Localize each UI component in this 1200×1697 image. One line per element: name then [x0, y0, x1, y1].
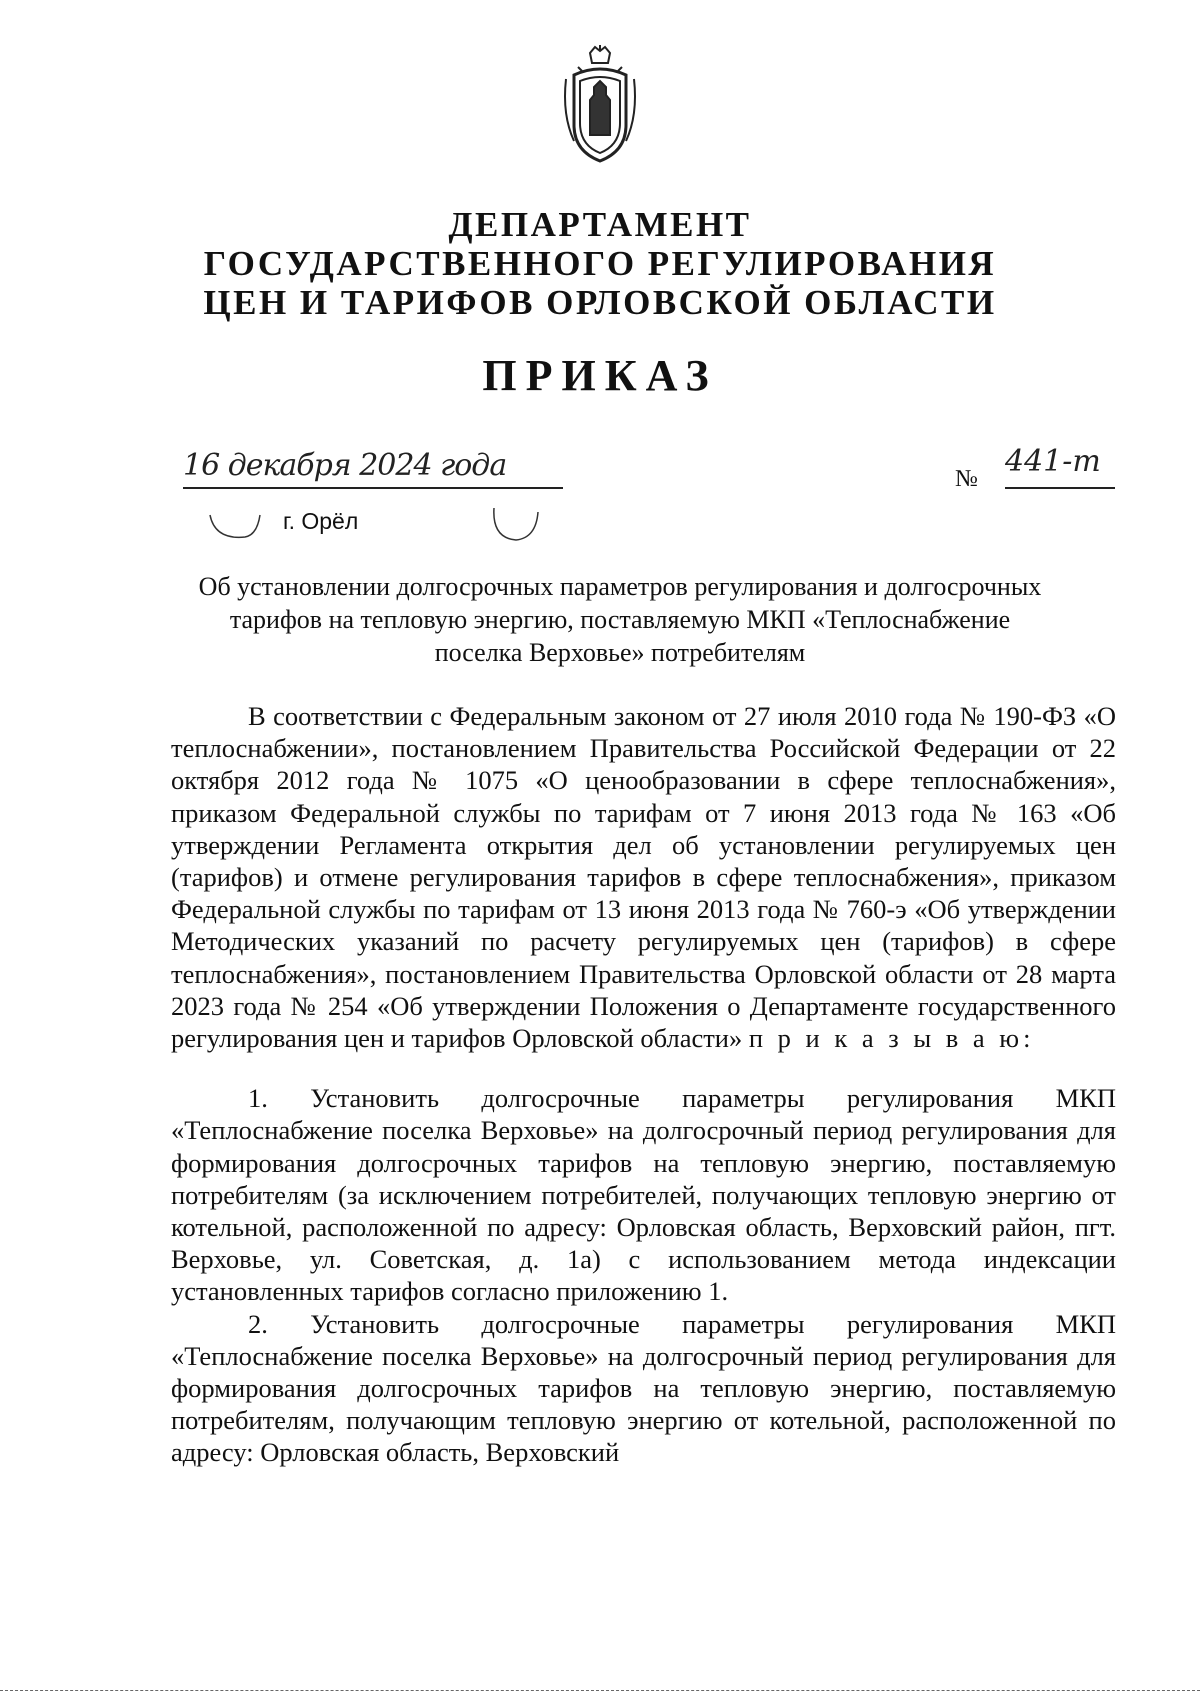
document-type-title: ПРИКАЗ	[482, 351, 718, 400]
bracket-mark-right	[488, 500, 543, 545]
coat-of-arms-emblem	[560, 45, 640, 165]
dept-line-2: ГОСУДАРСТВЕННОГО РЕГУЛИРОВАНИЯ	[203, 244, 997, 283]
order-word: п р и к а з ы в а ю:	[748, 1023, 1035, 1054]
subject-line-3: поселка Верховье» потребителям	[434, 638, 806, 667]
number-sign: №	[955, 466, 978, 492]
subject-line-1: Об установлении долгосрочных параметров регулирования и долгосрочных	[198, 572, 1042, 601]
dept-line-3: ЦЕН И ТАРИФОВ ОРЛОВСКОЙ ОБЛАСТИ	[203, 283, 997, 322]
number-underline	[1005, 487, 1115, 489]
city-label: г. Орёл	[283, 508, 359, 534]
preamble-paragraph	[171, 700, 1116, 1054]
bracket-mark-left	[205, 505, 265, 545]
preamble-text: В соответствии с Федеральным законом от 27 июля 2010 года № 190-ФЗ «О теплоснабжении», постановлением Правительства Российской Федерации от 22 октября 2012 года № 1075 «О ценообразовании в сфере теплоснабжения», приказом Федеральной службы по тарифам от 7 июня 2013 года № 163 «Об утверждении Регламента открытия дел об установлении регулируемых цен (тарифов) и отмене регулирования тарифов в сфере теплоснабжения», приказом Федеральной службы по тарифам от 13 июня 2013 года № 760-э «Об утверждении Методических указаний по расчету регулируемых цен (тарифов) в сфере теплоснабжения», постановлением Правительства Орловской области от 28 марта 2023 года № 254 «Об утверждении Положения о Департаменте государственного регулирования цен и тарифов Орловской области»	[171, 701, 1116, 1054]
order-subject	[150, 570, 1090, 669]
item-1-paragraph: 1. Установить долгосрочные параметры регулирования МКП «Теплоснабжение поселка Верховье» на долгосрочный период регулирования для формирования долгосрочных тарифов на тепловую энергию, поставляемую потребителям (за исключением потребителей, получающих тепловую энергию от котельной, расположенной по адресу: Орловская область, Верховский район, пгт. Верховье, ул. Советская, д. 1а) с использованием метода индексации установленных тарифов согласно приложению 1.	[171, 1083, 1116, 1307]
subject-line-2: тарифов на тепловую энергию, поставляемую МКП «Теплоснабжение	[229, 605, 1011, 634]
dept-line-1: ДЕПАРТАМЕНТ	[448, 205, 752, 244]
scan-edge-line	[0, 1690, 1200, 1691]
item-2-paragraph: 2. Установить долгосрочные параметры регулирования МКП «Теплоснабжение поселка Верховье» на долгосрочный период регулирования для формирования долгосрочных тарифов на тепловую энергию, поставляемую потребителям, получающим тепловую энергию от котельной, расположенной по адресу: Орловская область, Верховский	[171, 1308, 1116, 1468]
date-underline	[183, 487, 563, 489]
handwritten-number: 441-т	[1005, 444, 1101, 479]
department-header	[0, 205, 1200, 322]
handwritten-date: 16 декабря 2024 года	[183, 448, 507, 483]
order-body	[171, 700, 1116, 1469]
